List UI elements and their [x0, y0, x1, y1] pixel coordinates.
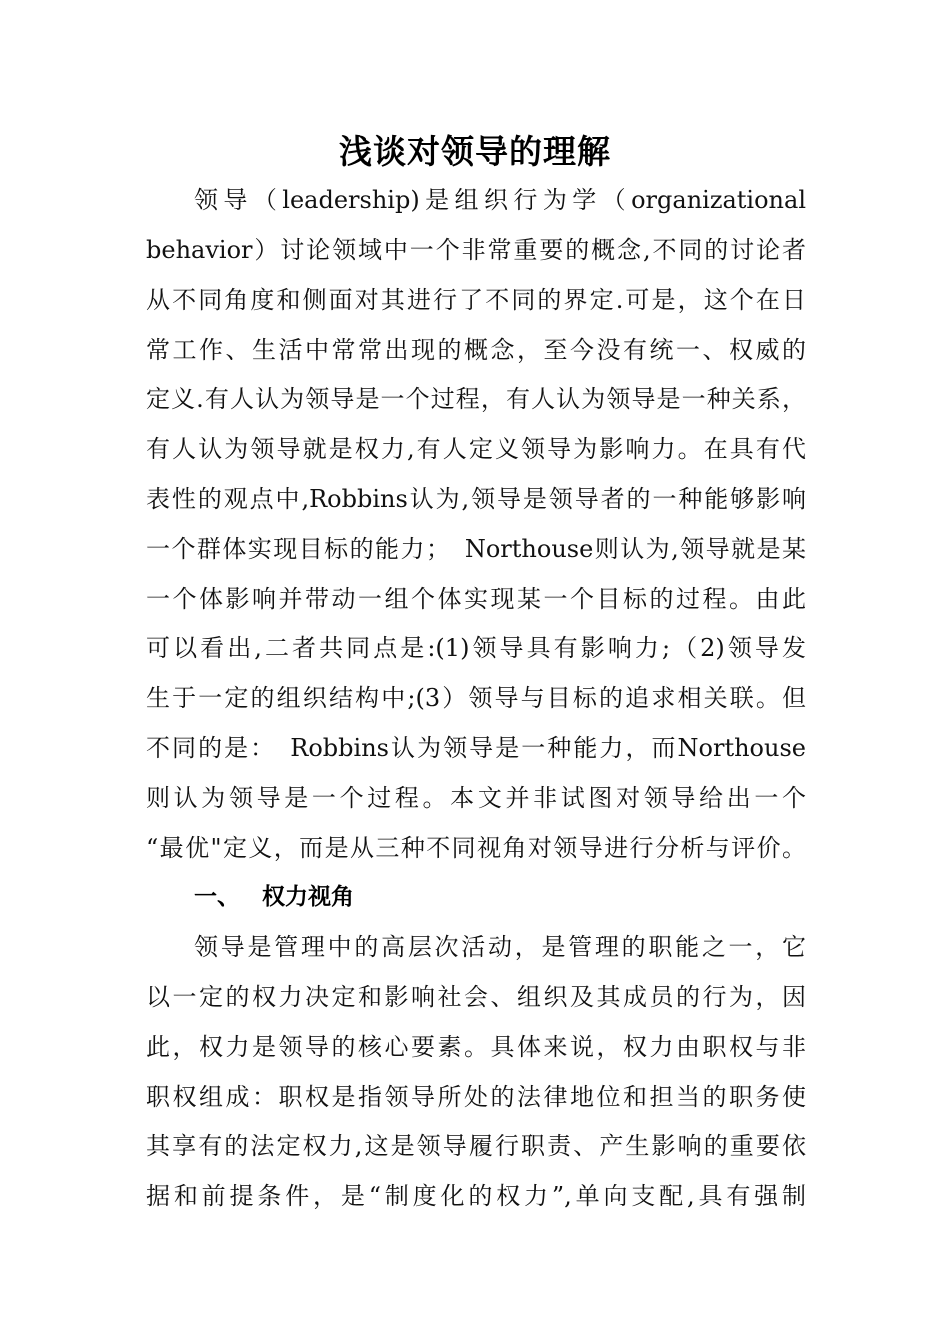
- text-line: 职权组成：职权是指领导所处的法律地位和担当的职务使: [146, 1083, 806, 1111]
- text-line: 一个群体实现目标的能力； Northouse则认为,领导就是某: [146, 535, 806, 563]
- text-line: 不同的是： Robbins认为领导是一种能力，而Northouse: [146, 734, 806, 762]
- text-line: 常工作、生活中常常出现的概念，至今没有统一、权威的: [146, 336, 806, 364]
- section-title: 权力视角: [262, 884, 354, 910]
- text-line: 生于一定的组织结构中;(3）领导与目标的追求相关联。但: [146, 684, 806, 712]
- text-line: 有人认为领导就是权力,有人定义领导为影响力。在具有代: [146, 435, 806, 463]
- text-line: 可以看出,二者共同点是:(1)领导具有影响力;（2)领导发: [146, 634, 806, 662]
- text-line: 表性的观点中,Robbins认为,领导是领导者的一种能够影响: [146, 485, 806, 513]
- text-line: behavior）讨论领域中一个非常重要的概念,不同的讨论者: [146, 236, 806, 264]
- document-title: 浅谈对领导的理解: [339, 132, 611, 171]
- text-line: 其享有的法定权力,这是领导履行职责、产生影响的重要依: [146, 1132, 806, 1160]
- text-line: 此，权力是领导的核心要素。具体来说，权力由职权与非: [146, 1033, 806, 1061]
- text-line: 定义.有人认为领导是一个过程，有人认为领导是一种关系，: [146, 385, 806, 413]
- text-line: 从不同角度和侧面对其进行了不同的界定.可是，这个在日: [146, 286, 806, 314]
- text-line: 以一定的权力决定和影响社会、组织及其成员的行为，因: [146, 983, 806, 1011]
- text-line: 据和前提条件，是“制度化的权力”,单向支配,具有强制: [146, 1182, 806, 1210]
- text-line: 一个体影响并带动一组个体实现某一个目标的过程。由此: [146, 585, 806, 613]
- text-line: 领导是管理中的高层次活动，是管理的职能之一，它: [194, 933, 806, 961]
- text-line: 领导（leadership)是组织行为学（organizational: [194, 186, 806, 214]
- text-line: “最优"定义，而是从三种不同视角对领导进行分析与评价。: [146, 834, 806, 862]
- section-number: 一、: [194, 884, 240, 910]
- section-heading: [194, 879, 354, 915]
- text-line: 则认为领导是一个过程。本文并非试图对领导给出一个: [146, 784, 806, 812]
